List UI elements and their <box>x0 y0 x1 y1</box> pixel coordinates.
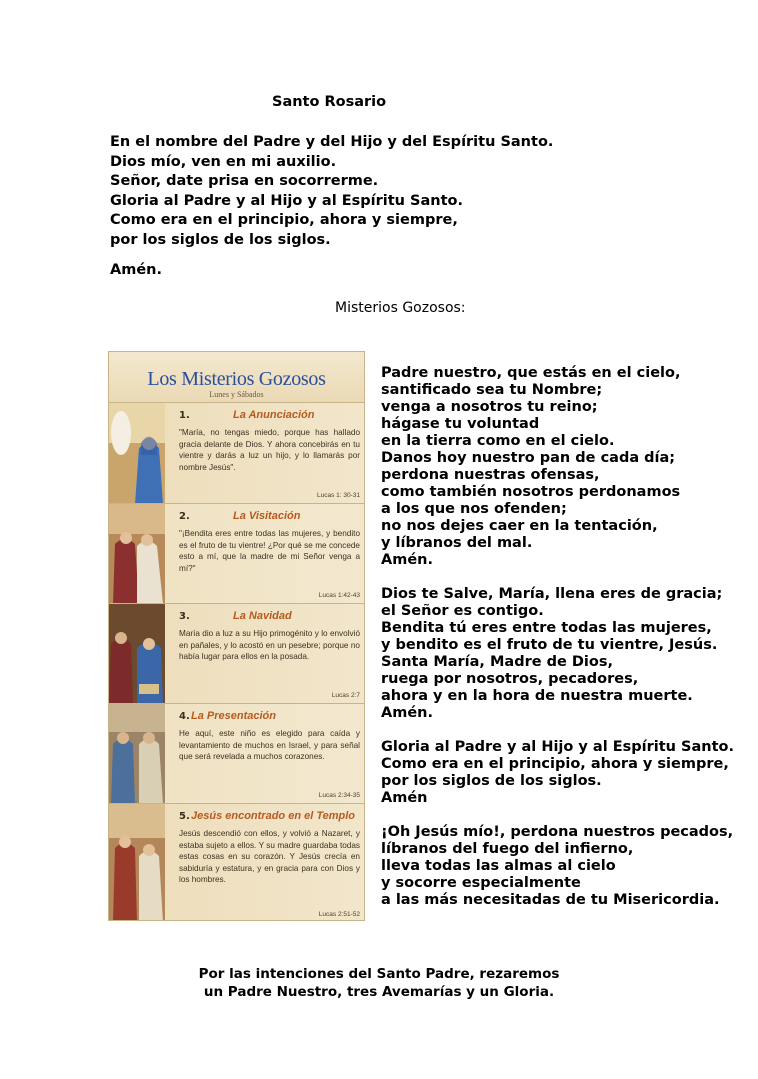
visitation-illustration <box>109 504 165 603</box>
mystery-number: 2. <box>179 511 190 522</box>
mystery-item <box>109 603 365 703</box>
mystery-text: "María, no tengas miedo, porque has hallado gracia delante de Dios. Y ahora concebirás en tu vientre y darás a luz un hijo, y lo llamarás por nombre Jesús". <box>179 428 360 472</box>
page-title: Santo Rosario <box>272 94 387 110</box>
annunciation-illustration <box>109 403 165 503</box>
mystery-name: Jesús encontrado en el Templo <box>191 810 356 822</box>
card-title: Los Misterios Gozosos <box>147 368 326 390</box>
mystery-reference: Lucas 1: 30-31 <box>316 492 360 499</box>
opening-line: Señor, date prisa en socorrerme. <box>110 173 379 189</box>
prayer-line: el Señor es contigo. <box>381 603 544 619</box>
prayer-line: ruega por nosotros, pecadores, <box>381 671 639 687</box>
nativity-illustration <box>109 604 165 703</box>
prayer-line: y bendito es el fruto de tu vientre, Jesús. <box>381 637 718 653</box>
mystery-number: 4. <box>179 711 190 722</box>
opening-line: Dios mío, ven en mi auxilio. <box>110 153 337 170</box>
card-subtitle: Lunes y Sábados <box>209 390 264 399</box>
section-subtitle: Misterios Gozosos: <box>335 300 466 316</box>
closing-instruction <box>160 965 598 1001</box>
prayer-line: ¡Oh Jesús mío!, perdona nuestros pecados, <box>381 824 734 840</box>
prayer-line: y líbranos del mal. <box>381 535 533 551</box>
prayer-line: Santa María, Madre de Dios, <box>381 654 613 670</box>
amen-text: Amén. <box>110 262 162 278</box>
prayer-line: Dios te Salve, María, llena eres de gracia; <box>381 586 723 602</box>
prayer-line: lleva todas las almas al cielo <box>381 858 616 874</box>
prayer-line: hágase tu voluntad <box>381 416 540 432</box>
mystery-name: La Anunciación <box>233 409 315 421</box>
mystery-reference: Lucas 1:42-43 <box>318 592 360 599</box>
opening-line: por los siglos de los siglos. <box>110 231 331 248</box>
prayer-line: santificado sea tu Nombre; <box>381 382 603 398</box>
mystery-item <box>109 402 365 503</box>
mystery-item <box>109 703 365 803</box>
prayer-line: no nos dejes caer en la tentación, <box>381 518 658 534</box>
prayer-line: perdona nuestras ofensas, <box>381 467 600 483</box>
opening-line: Gloria al Padre y al Hijo y al Espíritu Santo. <box>110 192 463 209</box>
opening-line: En el nombre del Padre y del Hijo y del Espíritu Santo. <box>110 134 554 150</box>
prayer-line: venga a nosotros tu reino; <box>381 399 598 415</box>
prayer-line: líbranos del fuego del infierno, <box>381 841 634 857</box>
prayers-column <box>381 365 734 926</box>
closing-line: un Padre Nuestro, tres Avemarías y un Gloria. <box>203 984 555 1000</box>
prayer-line: Amén. <box>381 705 433 721</box>
mystery-number: 1. <box>179 410 190 421</box>
finding-in-temple-illustration <box>109 804 165 921</box>
prayer-line: Gloria al Padre y al Hijo y al Espíritu Santo. <box>381 739 734 755</box>
mystery-item <box>109 503 365 603</box>
prayer-line: Amén <box>381 790 428 806</box>
prayer-line: ahora y en la hora de nuestra muerte. <box>381 688 693 704</box>
prayer-line: a las más necesitadas de tu Misericordia. <box>381 892 720 908</box>
presentation-illustration <box>109 704 165 803</box>
prayer-line: Como era en el principio, ahora y siempre, <box>381 756 729 772</box>
mystery-text: "¡Bendita eres entre todas las mujeres, y bendito es el fruto de tu vientre! ¿Por qué se me concede esto a mí, que la madre de mi Señor venga a mí?" <box>179 529 360 573</box>
ave-maria-prayer <box>381 586 734 722</box>
prayer-line: Padre nuestro, que estás en el cielo, <box>381 365 681 381</box>
mystery-item <box>109 803 365 921</box>
mysteries-card-image <box>108 351 365 921</box>
prayer-line: Danos hoy nuestro pan de cada día; <box>381 450 676 466</box>
fatima-prayer <box>381 824 734 909</box>
prayer-line: en la tierra como en el cielo. <box>381 433 615 449</box>
closing-line: Por las intenciones del Santo Padre, rezaremos <box>198 966 560 982</box>
padre-nuestro-prayer <box>381 365 734 569</box>
mystery-text: He aquí, este niño es elegido para caída y levantamiento de muchos en Israel, y para señal que será revelada a muchos corazones. <box>179 729 360 761</box>
mystery-number: 5. <box>179 811 190 822</box>
prayer-line: y socorre especialmente <box>381 875 581 891</box>
prayer-line: a los que nos ofenden; <box>381 501 567 517</box>
opening-line: Como era en el principio, ahora y siempre, <box>110 212 458 228</box>
mystery-name: La Navidad <box>233 610 292 622</box>
mystery-reference: Lucas 2:51-52 <box>318 911 360 918</box>
prayer-line: como también nosotros perdonamos <box>381 484 681 500</box>
mystery-name: La Presentación <box>191 710 276 722</box>
mystery-reference: Lucas 2:7 <box>331 692 360 699</box>
prayer-line: por los siglos de los siglos. <box>381 773 602 789</box>
opening-prayer <box>110 133 553 250</box>
prayer-line: Bendita tú eres entre todas las mujeres, <box>381 620 712 636</box>
mystery-number: 3. <box>179 611 190 622</box>
mystery-reference: Lucas 2:34-35 <box>318 792 360 799</box>
card-header <box>109 352 364 402</box>
prayer-line: Amén. <box>381 552 433 568</box>
gloria-prayer <box>381 739 734 807</box>
mystery-text: María dio a luz a su Hijo primogénito y lo envolvió en pañales, y lo acostó en un pesebre; porque no había lugar para ellos en la posada. <box>179 629 360 661</box>
mystery-text: Jesús descendió con ellos, y volvió a Nazaret, y estaba sujeto a ellos. Y su madre guardaba todas estas cosas en su corazón. Y Jesús crecía en sabiduría y estatura, y en gracia para con Dios y los hombres. <box>179 829 360 884</box>
mystery-name: La Visitación <box>233 510 301 522</box>
